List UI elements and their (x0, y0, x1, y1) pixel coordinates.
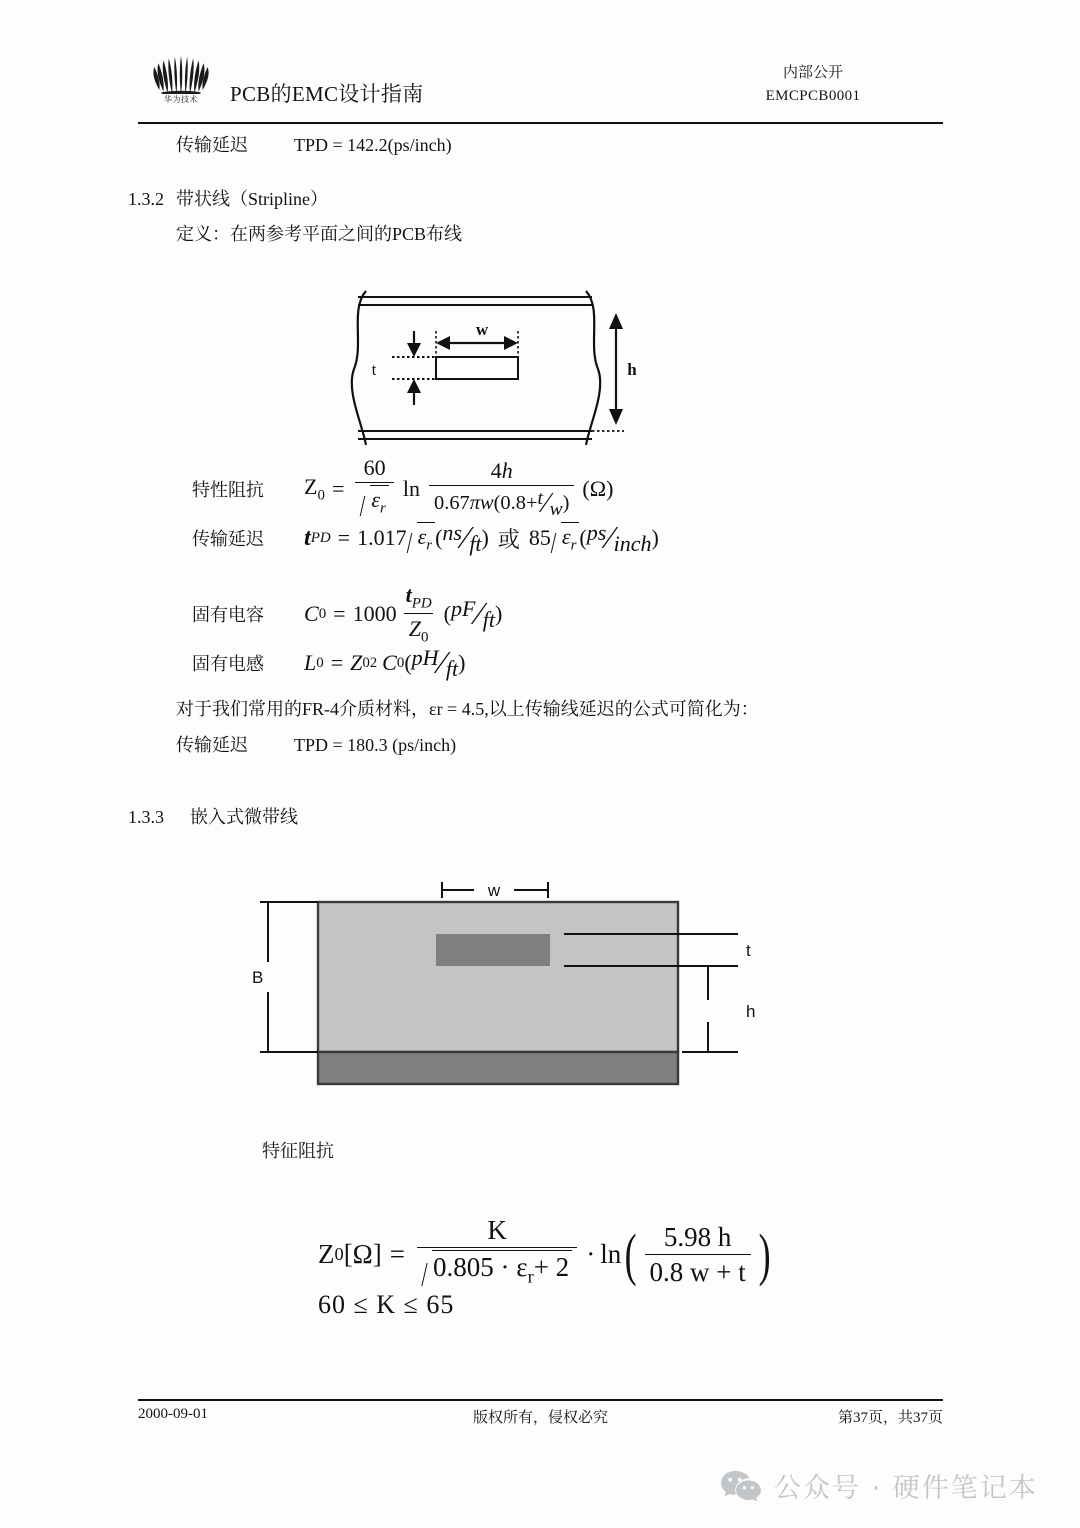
watermark (720, 1466, 1038, 1505)
embedded-label-t: t (746, 941, 751, 960)
company-logo (146, 54, 218, 112)
footer-divider (138, 1399, 943, 1401)
section-number-133: 1.3.3 (128, 807, 164, 827)
tpd-bottom-value: TPD = 180.3 (ps/inch) (294, 735, 457, 755)
page-title: PCB的EMC设计指南 (230, 82, 424, 106)
document-id: EMCPCB0001 (765, 88, 861, 105)
huawei-fan-logo-icon (150, 54, 212, 94)
tpd-bottom-line (176, 731, 456, 757)
formula-intrinsic-capacitance: 固有电容 C 0 = 1000 $\frac{t_{PD}}{Z_0}$ ( pF ⁄ ft ) (192, 582, 503, 646)
z0-inner-denominator: 0.8 w + t (645, 1254, 751, 1288)
footer-copyright: 版权所有，侵权必究 (472, 1410, 608, 1426)
formula-label-tpd: 传输延迟 (192, 529, 264, 549)
formula-intrinsic-inductance: 固有电感 L 0 = Z 0 2 C 0 ( pH ⁄ ft ) (192, 645, 466, 681)
page-header (138, 52, 943, 122)
k-range: 60 ≤ K ≤ 65 (318, 1290, 455, 1319)
formula-embedded-z0 (318, 1215, 774, 1294)
z0-dot: · (586, 1239, 596, 1270)
formula-or-word: 或 (497, 526, 520, 552)
section-title-132: 带状线（Stripline） (176, 189, 328, 209)
stripline-cross-section-svg (340, 283, 640, 453)
embedded-label-h: h (746, 1002, 756, 1021)
formula-characteristic-impedance: 特性阻抗 $Z_0$ = $\frac{60}{\varepsilon_r}$ ln 4h 0.67πw(0.8+ t ⁄ w ) (Ω) (192, 455, 613, 523)
definition-132: 定义：在两参考平面之间的PCB布线 (176, 224, 463, 244)
tpd-top-value: TPD = 142.2(ps/inch) (294, 135, 452, 155)
stripline-label-t: t (371, 360, 377, 379)
tpd-top-label: 传输延迟 (176, 135, 248, 155)
embedded-label-B: B (252, 968, 264, 987)
tpd-bottom-label: 传输延迟 (176, 735, 248, 755)
section-title-133: 嵌入式微带线 (190, 807, 298, 827)
header-divider (138, 122, 943, 124)
section-heading-133 (128, 803, 298, 829)
formula-label-z0: 特性阻抗 (192, 480, 264, 501)
z0-lhs-unit: [Ω] (343, 1239, 382, 1270)
tpd-top-line (176, 131, 452, 157)
wechat-icon (720, 1469, 762, 1503)
stripline-label-w: w (475, 320, 489, 339)
formula-label-l0: 固有电感 (192, 654, 264, 674)
z0-numerator: K (487, 1215, 507, 1245)
footer-page-number: 第37页，共37页 (837, 1410, 943, 1426)
classification-label: 内部公开 (782, 65, 843, 81)
z0-denominator: 0.805 · ε (432, 1252, 528, 1282)
char-impedance-label: 特征阻抗 (262, 1141, 334, 1161)
header-meta (683, 62, 943, 109)
z0-equals: = (389, 1239, 405, 1270)
stripline-diagram (340, 283, 640, 453)
watermark-text: 公众号 · 硬件笔记本 (774, 1473, 1038, 1504)
formula-propagation-delay: 传输延迟 t PD = 1.017 $\varepsilon_r$ ( ns ⁄ ft ) 或 85 $\varepsilon_r$ ( ps ⁄ inch ) (192, 520, 659, 556)
footer-date: 2000-09-01 (138, 1406, 208, 1422)
fr4-note: 对于我们常用的FR-4介质材料，εr = 4.5,以上传输线延迟的公式可简化为： (176, 699, 759, 719)
z0-denominator-tail: + 2 (533, 1252, 570, 1282)
z0-ln: ln (600, 1239, 622, 1270)
section-number-132: 1.3.2 (128, 189, 164, 209)
embedded-microstrip-diagram (246, 880, 776, 1095)
z0-inner-numerator: 5.98 h (663, 1221, 732, 1252)
z0-denominator-sub: r (527, 1266, 534, 1287)
section-heading-132 (128, 185, 328, 211)
embedded-microstrip-svg (246, 880, 776, 1095)
stripline-label-h: h (627, 360, 637, 379)
embedded-label-w: w (487, 881, 501, 900)
z0-close-paren: ) (758, 1221, 771, 1287)
z0-open-paren: ( (624, 1221, 637, 1287)
z0-lhs: Z (318, 1239, 335, 1270)
z0-lhs-sub: 0 (334, 1244, 344, 1265)
logo-wordmark: 华为技术 (164, 95, 198, 104)
formula-label-c0: 固有电容 (192, 605, 264, 626)
page-footer (138, 1403, 943, 1431)
